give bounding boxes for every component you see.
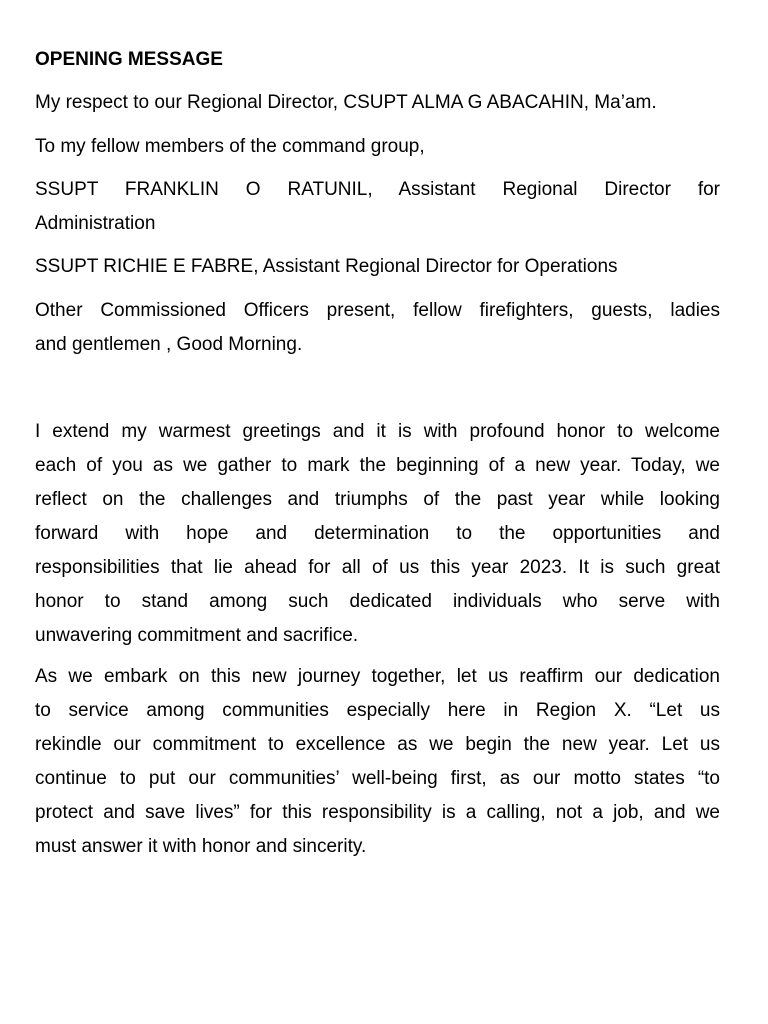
paragraph-line: forward with hope and determination to the opportunities and	[35, 523, 720, 544]
salutation-ard-operations: SSUPT RICHIE E FABRE, Assistant Regional Director for Operations	[35, 256, 618, 277]
paragraph-line: unwavering commitment and sacrifice.	[35, 625, 359, 646]
salutation-others	[35, 294, 720, 362]
salutation-ard-admin-line: SSUPT FRANKLIN O RATUNIL, Assistant Regional Director for	[35, 179, 720, 200]
body-paragraph-1	[35, 415, 720, 653]
paragraph-line: must answer it with honor and sincerity.	[35, 836, 367, 857]
salutation-ard-admin	[35, 173, 720, 241]
salutation-others-line: Other Commissioned Officers present, fellow firefighters, guests, ladies	[35, 300, 720, 321]
paragraph-line: continue to put our communities’ well-being first, as our motto states “to	[35, 768, 720, 789]
document-heading: OPENING MESSAGE	[35, 49, 223, 70]
paragraph-line: I extend my warmest greetings and it is with profound honor to welcome	[35, 421, 720, 442]
salutation-others-line: and gentlemen , Good Morning.	[35, 334, 303, 355]
salutation-command-group: To my fellow members of the command group,	[35, 136, 425, 157]
paragraph-line: honor to stand among such dedicated individuals who serve with	[35, 591, 720, 612]
body-paragraph-2	[35, 660, 720, 864]
paragraph-line: As we embark on this new journey together, let us reaffirm our dedication	[35, 666, 720, 687]
paragraph-line: responsibilities that lie ahead for all of us this year 2023. It is such great	[35, 557, 720, 578]
salutation-regional-director: My respect to our Regional Director, CSUPT ALMA G ABACAHIN, Ma’am.	[35, 92, 657, 113]
paragraph-line: protect and save lives” for this responsibility is a calling, not a job, and we	[35, 802, 720, 823]
paragraph-line: to service among communities especially here in Region X. “Let us	[35, 700, 720, 721]
paragraph-line: rekindle our commitment to excellence as we begin the new year. Let us	[35, 734, 720, 755]
paragraph-line: each of you as we gather to mark the beginning of a new year. Today, we	[35, 455, 720, 476]
salutation-ard-admin-line: Administration	[35, 213, 156, 234]
paragraph-line: reflect on the challenges and triumphs of the past year while looking	[35, 489, 720, 510]
